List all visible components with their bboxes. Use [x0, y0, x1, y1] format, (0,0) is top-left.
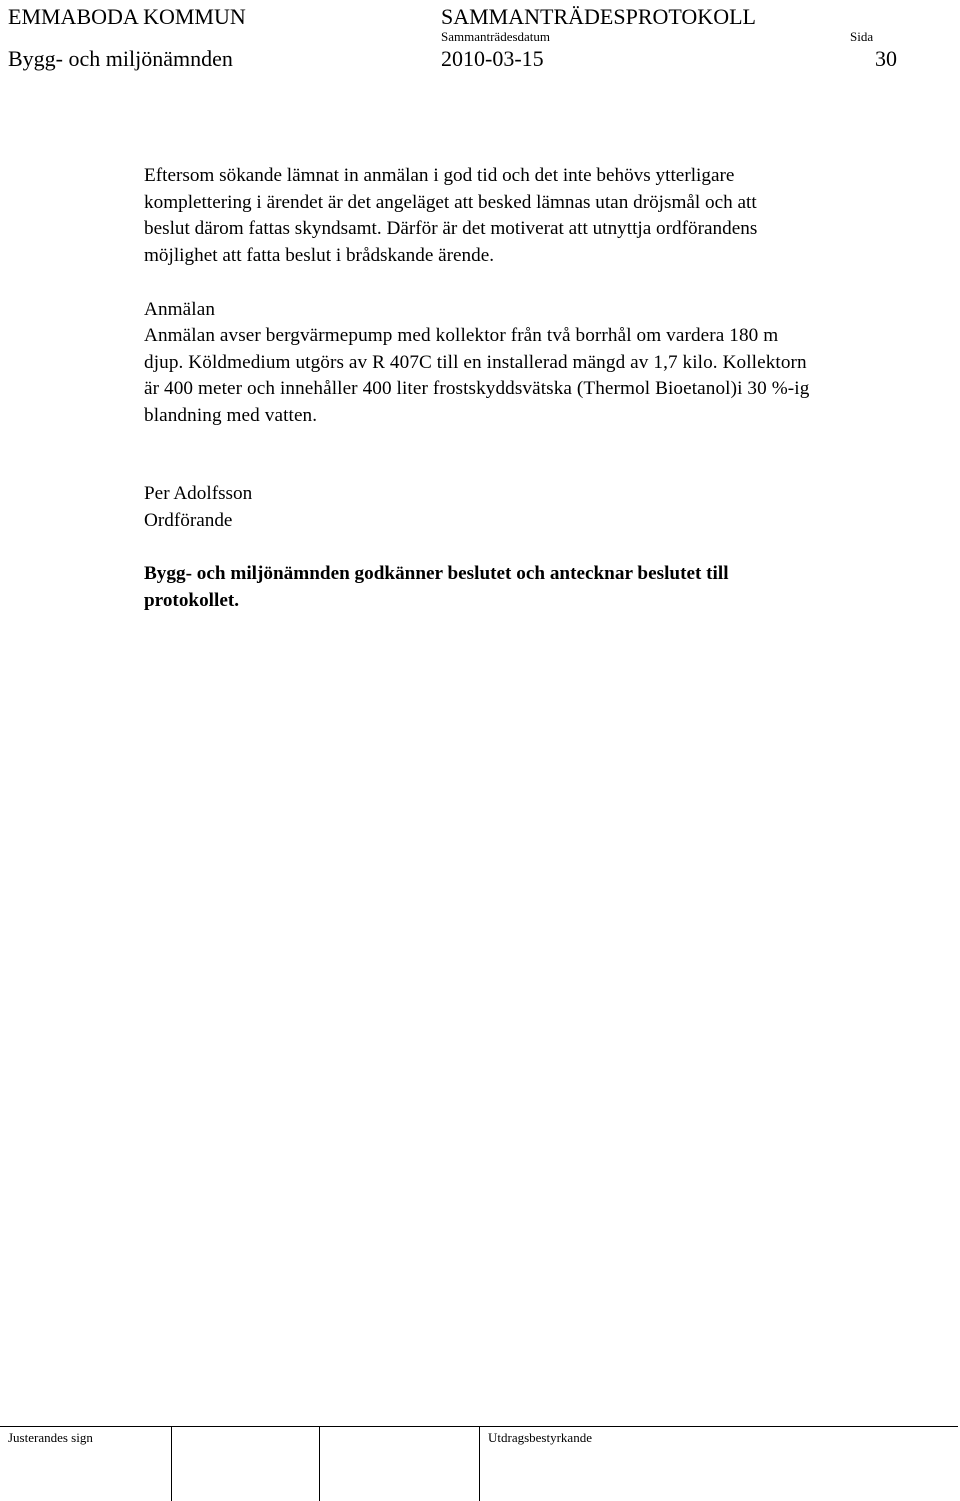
- organization-name: EMMABODA KOMMUN: [8, 4, 246, 29]
- notice-paragraph: Anmälan avser bergvärmepump med kollektor från två borrhål om vardera 180 m djup. Köldmedium utgörs av R 407C till en installerad mängd av 1,7 kilo. Kollektorn är 400 meter och innehåller 400 liter frostskyddsvätska (Thermol Bioetanol)i 30 %-ig blandning med vatten.: [144, 325, 810, 426]
- meeting-date: 2010-03-15: [441, 46, 544, 71]
- document-type: SAMMANTRÄDESPROTOKOLL: [441, 4, 756, 29]
- notice-heading: Anmälan: [144, 299, 216, 320]
- page-number: 30: [875, 46, 897, 71]
- signer-title: Ordförande: [144, 509, 233, 531]
- meeting-date-label: Sammanträdesdatum: [441, 29, 551, 44]
- footer-divider: [171, 1426, 172, 1501]
- decision-text: Bygg- och miljönämnden godkänner beslutet och antecknar beslutet till protokollet.: [144, 563, 729, 611]
- signer-name: Per Adolfsson: [144, 483, 253, 504]
- signature-field-label: Justerandes sign: [8, 1430, 93, 1445]
- intro-paragraph: Eftersom sökande lämnat in anmälan i god tid och det inte behövs ytterligare komplettering i ärendet är det angeläget att besked lämnas utan dröjsmål och att beslut därom fattas skyndsamt. Därför är det motiverat att utnyttja ordförandens möjlighet att fatta beslut i brådskande ärende.: [144, 165, 758, 266]
- page-label: Sida: [850, 29, 874, 44]
- committee-name: Bygg- och miljönämnden: [8, 46, 233, 71]
- signature-block: [144, 481, 944, 534]
- certification-field-label: Utdragsbestyrkande: [488, 1430, 592, 1445]
- footer-divider: [479, 1426, 480, 1501]
- footer-divider: [319, 1426, 320, 1501]
